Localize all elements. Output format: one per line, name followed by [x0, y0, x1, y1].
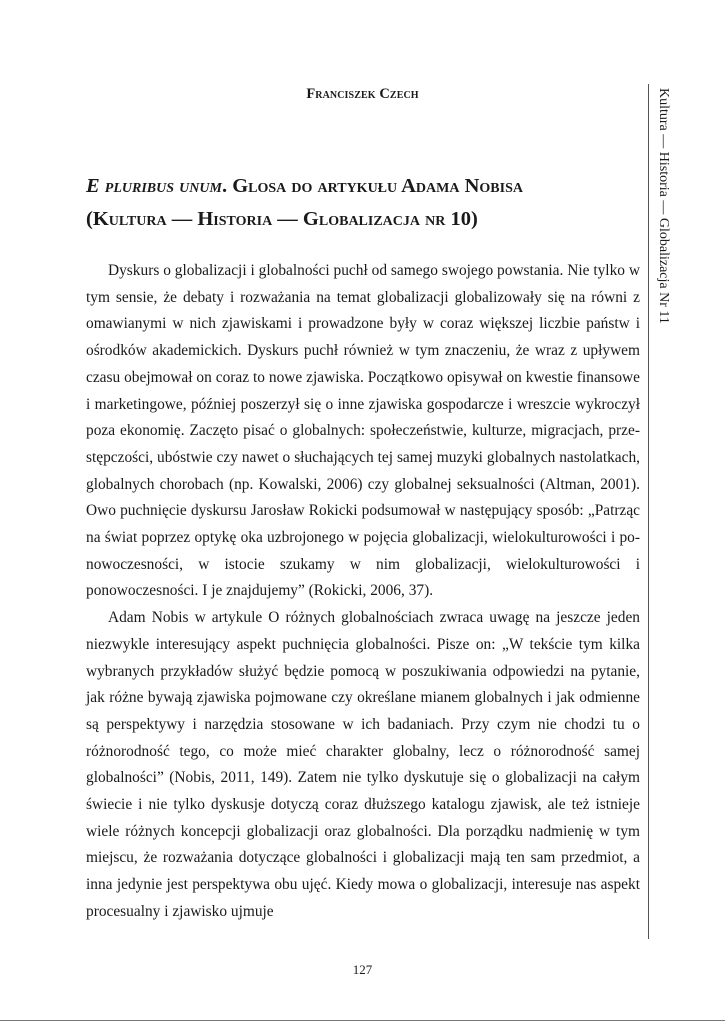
- page-bottom-rule: [0, 1020, 725, 1021]
- running-head: Kultura — Historia — Globalizacja Nr 11: [656, 88, 671, 324]
- body-paragraph-1: Dyskurs o globalizacji i globalności puchł od samego swojego powstania. Nie tylko w tym sensie, że debaty i rozważania na temat globalizacji globalizowały się na równi z omawianymi w nich zjawiskami i prowadzone były w coraz większej liczbie państw i ośrodków akademickich. Dyskurs puchł również w tym znaczeniu, że wraz z upływem czasu obejmował on coraz to nowe zjawiska. Początkowo opisywał on kwestie finansowe i marketingowe, później poszerzył się o inne zjawiska gospodarcze i wreszcie wykroczył poza ekonomię. Zaczęto pisać o globalnych: społeczeństwie, kulturze, migracjach, przestępczości, ubóstwie czy nawet o słuchających tej samej muzyki globalnych nastolatkach, globalnych chorobach (np. Kowalski, 2006) czy globalnej seksualności (Altman, 2001). Owo puchnięcie dyskursu Jarosław Rokicki podsumował w następujący sposób: „Patrząc na świat poprzez optykę oka uzbrojonego w pojęcia globalizacji, wielokulturowości i ponowoczesności, w istocie szukamy w nim globalizacji, wielokulturowości i ponowoczesności. I je znajdujemy” (Rokicki, 2006, 37).: [86, 262, 640, 600]
- article-title-italic: E pluribus unum: [86, 175, 222, 197]
- body-paragraph-2: Adam Nobis w artykule O różnych globalnościach zwraca uwagę na jeszcze jeden niezwykle interesujący aspekt puchnięcia globalności. Pisze on: „W tekście tym kilka wybranych przykładów służyć będzie pomocą w poszukiwania odpowiedzi na pytanie, jak różne bywają zjawiska pojmowane czy określane mianem globalnych i jak odmienne są perspektywy i narzędzia stosowane w ich badaniach. Przy czym nie chodzi tu o różnorodność tego, co może mieć charakter globalny, lecz o różnorodność samej globalności” (Nobis, 2011, 149). Zatem nie tylko dyskutuje się o globalizacji na całym świecie i nie tylko dyskusje dotyczą coraz dłuższego katalogu zjawisk, ale też istnieje wiele różnych koncepcji globalizacji oraz globalności. Dla porządku nadmienię w tym miejscu, że rozważania dotyczące globalności i globalizacji mają ten sam przedmiot, a inna jedynie jest perspektywa obu ujęć. Kiedy mowa o globalizacji, interesuje nas aspekt procesualny i zjawisko ujmuje: [86, 609, 640, 920]
- article-title-line-2: (Kultura — Historia — Globalizacja nr 10): [86, 208, 478, 230]
- article-body: [86, 258, 640, 926]
- author-name: Franciszek Czech: [306, 86, 419, 102]
- article-title-rest: . Glosa do artykułu Adama Nobisa: [221, 175, 523, 197]
- article-title-line-1: [86, 174, 646, 198]
- margin-rule: [648, 84, 649, 939]
- page-number: 127: [352, 962, 373, 977]
